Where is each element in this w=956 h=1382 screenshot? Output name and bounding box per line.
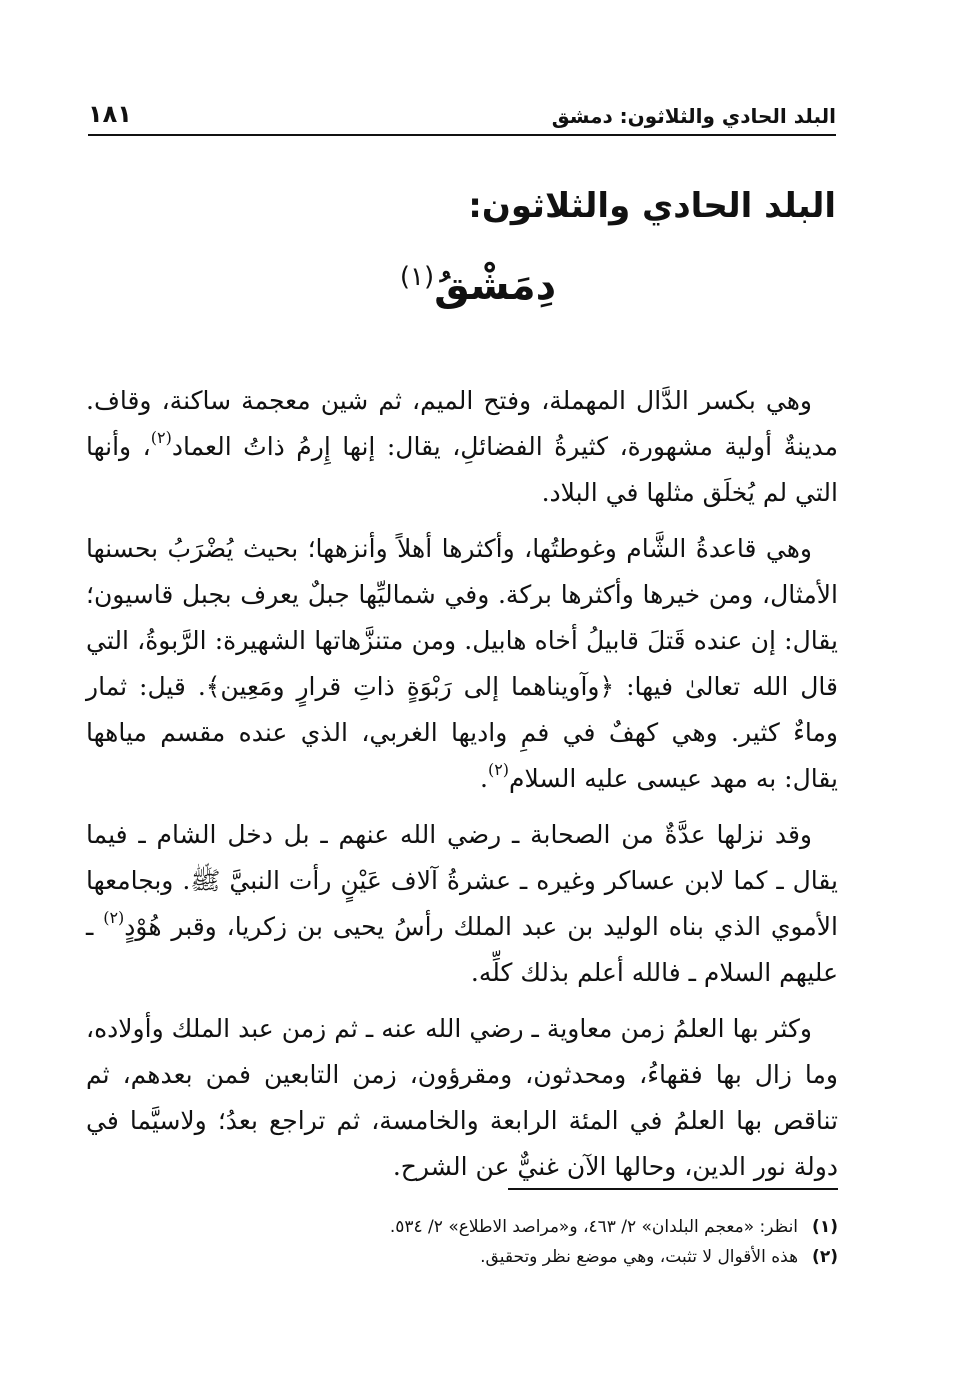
paragraph [86, 526, 838, 802]
footnote-text: هذه الأقوال لا تثبت، وهي موضع نظر وتحقيق. [480, 1247, 799, 1267]
footnote [86, 1212, 838, 1242]
footnote-divider [508, 1188, 838, 1190]
footnotes [86, 1212, 838, 1272]
city-footnote-ref[interactable]: (١) [399, 262, 435, 292]
footnote-ref[interactable]: (٢) [103, 908, 125, 927]
footnote [86, 1242, 838, 1272]
paragraph [86, 1006, 838, 1190]
city-name: دِمَشْقُ [434, 263, 557, 309]
footnote-number: (٢) [812, 1247, 838, 1267]
running-title: البلد الحادي والثلاثون: دمشق [551, 104, 836, 128]
body-text [86, 378, 838, 1200]
paragraph-text: . [480, 764, 488, 793]
page-number: ١٨١ [88, 100, 132, 128]
footnote-ref[interactable]: (٢) [487, 760, 510, 779]
running-header [88, 88, 836, 136]
footnote-number: (١) [812, 1217, 838, 1237]
paragraph [86, 812, 838, 996]
paragraph-text: وهي قاعدةُ الشَّام وغوطتُها، وأكثرها أهلاً وأنزهها؛ بحيث يُضْرَبُ بحسنها الأمثال، ومن خيرها وأكثرها بركة. وفي شماليِّها جبلٌ يعرف بجبل قاسيون؛ يقال: إن عنده قَتلَ قابيلُ أخاه هابيل. ومن متنزَّهاتها الشهيرة: الرَّبوةُ، التي قال الله تعالىٰ فيها: ﴿وآويناهما إلى رَبْوَةٍ ذاتِ قرارٍ ومَعِين﴾. قيل: ثمار وماءٌ كثير. وهي كهفٌ في فمِ واديها الغربي، الذي عنده مقسم مياهها يقال: به مهد عيسى عليه السلام [86, 534, 838, 793]
paragraph-text: ، وأنها التي لم يُخلَق مثلها في البلاد. [86, 432, 838, 507]
chapter-heading: البلد الحادي والثلاثون: [468, 186, 836, 226]
city-title [0, 262, 956, 309]
footnote-ref[interactable]: (٢) [150, 428, 172, 447]
paragraph [86, 378, 838, 516]
paragraph-text: وهي بكسر الدَّال المهملة، وفتح الميم، ثم شين معجمة ساكنة، وقاف. مدينةٌ أولية مشهورة، كثيرةُ الفضائلِ، يقال: إنها إِرمُ ذاتُ العماد [86, 386, 838, 461]
paragraph-text: ـ عليهم السلام ـ فالله أعلم بذلك كلِّه. [86, 912, 838, 987]
paragraph-text: وكثر بها العلمُ زمن معاوية ـ رضي الله عنه ـ ثم زمن عبد الملك وأولاده، وما زال بها فقهاءُ، ومحدثون، ومقرؤون، زمن التابعين فمن بعدهم، ثم تناقص بها العلمُ في المئة الرابعة والخامسة، ثم تراجع بعدُ؛ ولاسيَّما في دولة نور الدين، وحالها الآن غنيٌّ عن الشرح. [86, 1014, 838, 1181]
footnote-text: انظر: «معجم البلدان» ٢/ ٤٦٣، و«مراصد الاطلاع» ٢/ ٥٣٤. [389, 1217, 799, 1237]
paragraph-text: وقد نزلها عدَّةٌ من الصحابة ـ رضي الله عنهم ـ بل دخل الشام ـ فيما يقال ـ كما لابن عساكر وغيره ـ عشرةُ آلاف عَيْنٍ رأت النبيَّ ﷺ. وبجامعها الأموي الذي بناه الوليد بن عبد الملك رأسُ يحيى بن زكريا، وقبر هُوْدٍ [86, 820, 838, 941]
